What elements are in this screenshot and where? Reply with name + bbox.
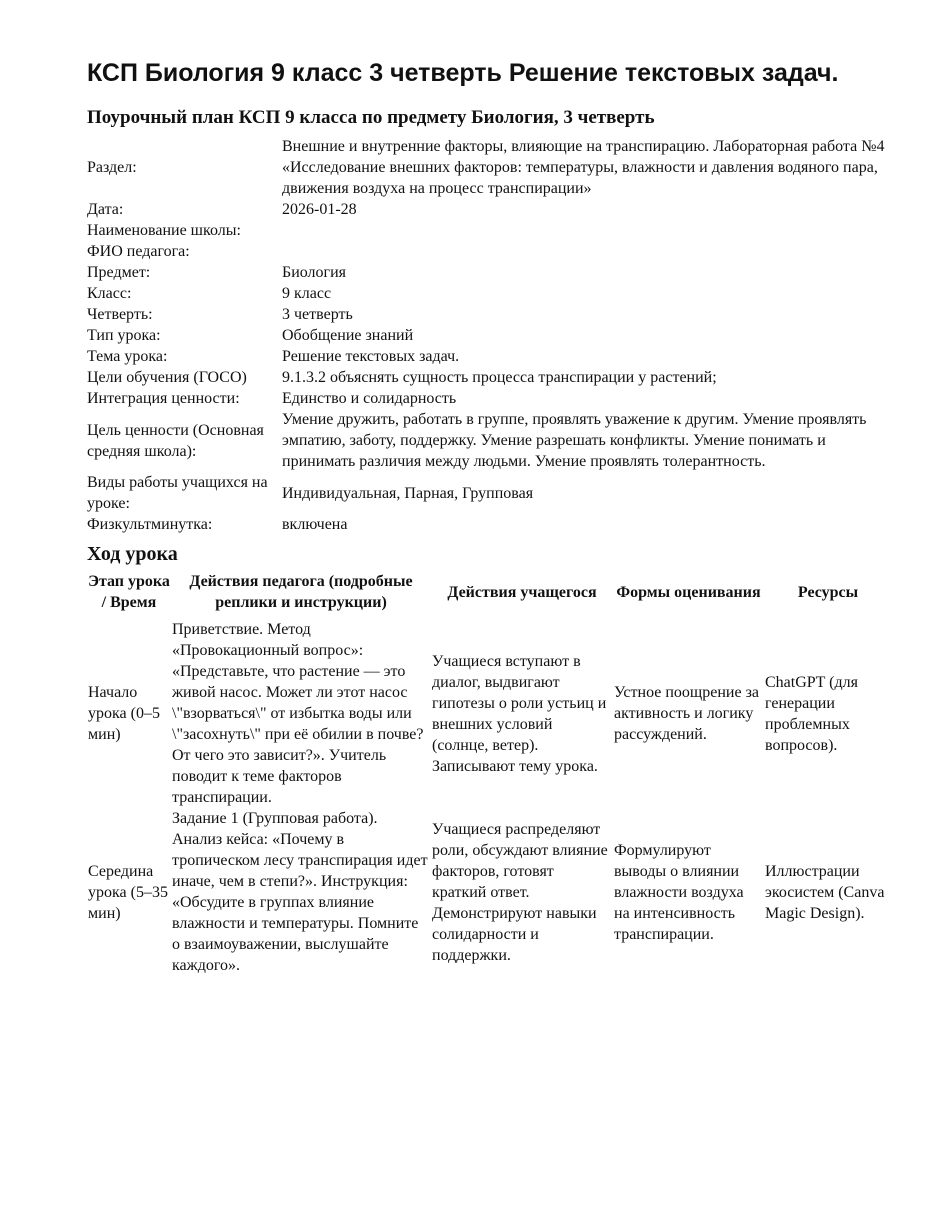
plan-subtitle: Поурочный план КСП 9 класса по предмету Биология, 3 четверть	[87, 107, 655, 128]
info-value: Умение дружить, работать в группе, проявлять уважение к другим. Умение проявлять эмпатию, заботу, поддержку. Умение разрешать конфликты. Умение понимать и принимать различия между людьми. Умение проявлять толерантность.	[282, 411, 867, 470]
flow-cell: Учащиеся распределяют роли, обсуждают влияние факторов, готовят краткий ответ. Демонстрируют навыки солидарности и поддержки.	[432, 820, 608, 964]
info-row	[87, 514, 892, 535]
info-row	[87, 472, 892, 514]
info-value: Индивидуальная, Парная, Групповая	[282, 484, 534, 502]
info-value: 9 класс	[282, 285, 332, 302]
info-value: Решение текстовых задач.	[282, 348, 460, 365]
info-label: Четверть:	[87, 306, 153, 323]
info-value: Обобщение знаний	[282, 327, 414, 344]
info-row	[87, 241, 892, 262]
flow-cell: Приветствие. Метод «Провокационный вопрос»: «Представьте, что растение — это живой насос. Может ли этот насос \"взорваться\" от избытка воды или \"засохнуть\" при её обилии в почве? От чего это зависит?». Учитель поводит к теме факторов транспирации.	[172, 621, 424, 806]
flow-cell: Начало урока (0–5 мин)	[88, 684, 160, 743]
info-value: 9.1.3.2 объяснять сущность процесса транспирации у растений;	[282, 369, 717, 386]
flow-row	[87, 808, 892, 976]
flow-cell: ChatGPT (для генерации проблемных вопросов).	[765, 673, 858, 754]
info-value: Биология	[282, 264, 347, 281]
info-label: Класс:	[87, 285, 132, 302]
flow-column-header: Действия педагога (подробные реплики и инструкции)	[189, 573, 413, 611]
info-value: 2026-01-28	[282, 201, 357, 218]
info-row	[87, 262, 892, 283]
flow-row	[87, 619, 892, 808]
info-table	[87, 136, 892, 535]
info-label: Интеграция ценности:	[87, 390, 240, 407]
flow-header-row	[87, 571, 892, 619]
info-label: ФИО педагога:	[87, 243, 190, 260]
page-title: КСП Биология 9 класс 3 четверть Решение текстовых задач.	[87, 59, 839, 87]
info-row	[87, 304, 892, 325]
info-row	[87, 199, 892, 220]
info-row	[87, 388, 892, 409]
document-page	[87, 58, 892, 976]
info-row	[87, 136, 892, 199]
info-label: Наименование школы:	[87, 222, 241, 239]
info-row	[87, 367, 892, 388]
info-row	[87, 220, 892, 241]
flow-cell: Задание 1 (Групповая работа). Анализ кейса: «Почему в тропическом лесу транспирация идет иначе, чем в степи?». Инструкция: «Обсудите в группах влияние влажности и температуры. Помните о взаимоуважении, выслушайте каждого».	[172, 810, 428, 974]
info-value	[282, 241, 892, 262]
flow-cell: Учащиеся вступают в диалог, выдвигают гипотезы о роли устьиц и внешних условий (солнце, ветер). Записывают тему урока.	[432, 652, 607, 775]
flow-cell: Устное поощрение за активность и логику рассуждений.	[614, 684, 759, 743]
flow-column-header: Этап урока / Время	[88, 573, 170, 611]
info-row	[87, 346, 892, 367]
info-value: 3 четверть	[282, 306, 353, 323]
flow-cell: Формулируют выводы о влиянии влажности воздуха на интенсивность транспирации.	[614, 841, 744, 943]
info-label: Предмет:	[87, 264, 151, 281]
info-label: Виды работы учащихся на уроке:	[87, 474, 268, 512]
lesson-heading: Ход урока	[87, 543, 178, 565]
info-value: включена	[282, 516, 348, 533]
info-label: Тема урока:	[87, 348, 168, 365]
info-value: Внешние и внутренние факторы, влияющие на транспирацию. Лабораторная работа №4 «Исследование внешних факторов: температуры, влажности и давления водяного пара, движения воздуха на процесс транспирации»	[282, 138, 885, 197]
flow-column-header: Действия учащегося	[447, 583, 597, 601]
info-value: Единство и солидарность	[282, 390, 457, 407]
info-label: Физкультминутка:	[87, 516, 213, 533]
info-label: Тип урока:	[87, 327, 161, 344]
info-row	[87, 325, 892, 346]
info-value	[282, 220, 892, 241]
info-label: Цели обучения (ГОСО)	[87, 369, 247, 386]
info-label: Дата:	[87, 201, 124, 218]
flow-column-header: Ресурсы	[797, 583, 859, 601]
info-label: Раздел:	[87, 159, 137, 176]
info-row	[87, 283, 892, 304]
lesson-flow-table	[87, 571, 892, 976]
flow-cell: Иллюстрации экосистем (Canva Magic Design).	[765, 862, 885, 922]
info-row	[87, 409, 892, 472]
flow-cell: Середина урока (5–35 мин)	[88, 862, 168, 922]
info-label: Цель ценности (Основная средняя школа):	[87, 421, 264, 460]
flow-column-header: Формы оценивания	[616, 583, 761, 601]
